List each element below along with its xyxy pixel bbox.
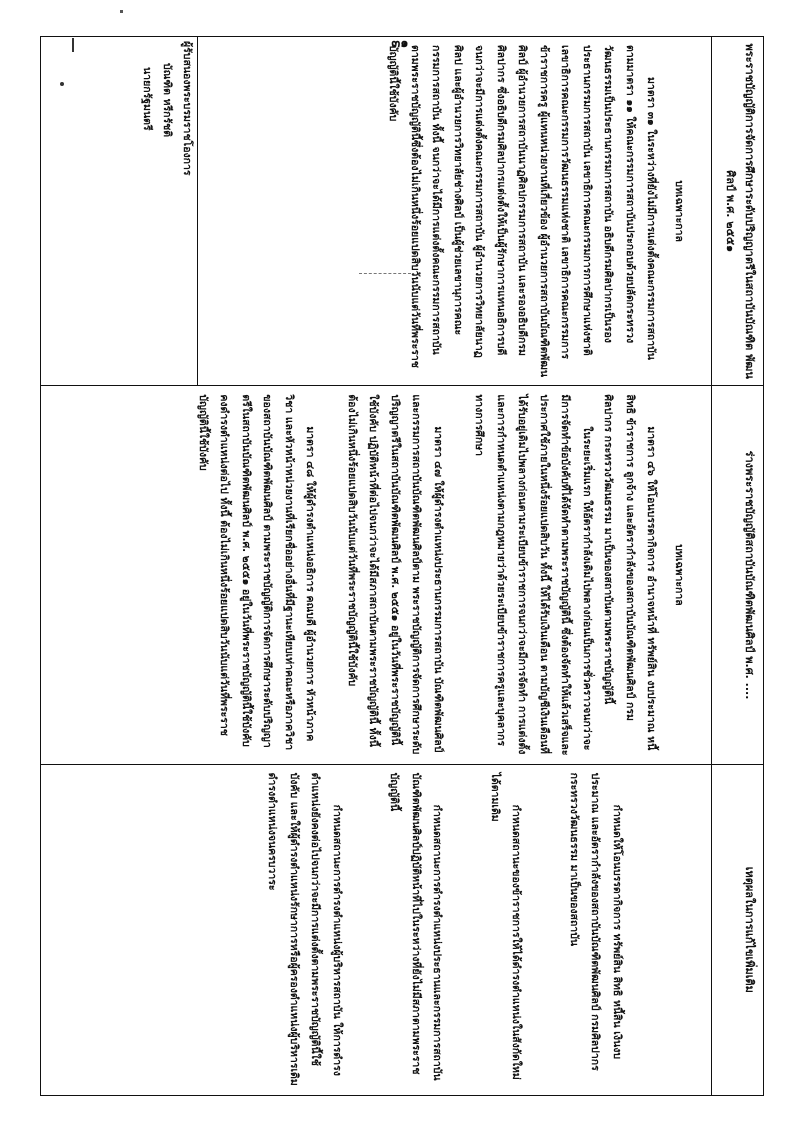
section-31-text: มาตรา ๓๑ ในระหว่างที่ยังไม่มีการแต่งตั้งคณะกรรมการสถาบันตามมาตรา ๑๑ ให้คณะกรรมการสถาบันประกอบด้วยปลัดกระทรวงวัฒนธรรมเป็นประธานกรรมการสถาบัน อธิบดีกรมศิลปากรเป็นรองประธานกรรมการสถาบัน เลขาธิการคณะกรรมการการศึกษาแห่งชาติ เลขาธิการคณะกรรมการวัฒนธรรมแห่งชาติ เลขาธิการคณะกรรมการข้าราชการครู ผู้แทนหน่วยงานที่เกี่ยวข้อง ผู้อำนวยการสถาบันบัณฑิตพัฒนศิลป์ ผู้อำนวยการสถาบันนาฏศิลปกรรมการสถาบัน และรองอธิบดีกรมศิลปากร ซึ่งอธิบดีกรมศิลปากรแต่งตั้งให้เป็นผู้รักษาการแทนอธิการบดีจนกว่าจะมีการแต่งตั้งคณะกรรมการสถาบัน ผู้อำนวยการวิทยาลัยนาฏศิลป และผู้อำนวยการวิทยาลัยช่างศิลป์ เป็นผู้ช่วยเลขานุการคณะกรรมการสถาบัน ทั้งนี้ จนกว่าจะได้มีการแต่งตั้งคณะกรรมการสถาบันตามพระราชบัญญัตินี้ซึ่งต้องไม่เกินหนึ่งร้อยแปดสิบวันนับแต่วันที่พระราชบัญญัตินี้ใช้บังคับ [387,45,658,378]
section-46-text: มาตรา ๔๖ ให้โอนบรรดากิจการ อำนาจหน้าที่ ทรัพย์สิน งบประมาณ หนี้ สิทธิ ข้าราชการ ลูกจ้าง และอัตรากำลังของสถาบันบัณฑิตพัฒนศิลป์ กรมศิลปากร กระทรวงวัฒนธรรม มาเป็นของสถาบันตามพระราชบัญญัตินี้ [602,394,658,751]
section-47-text: มาตรา ๔๗ ให้ผู้ดำรงตำแหน่งประธานกรรมการสถาบัน บัณฑิตพัฒนศิลป์และกรรมการสถาบันบัณฑิตพัฒนศิลป์ตาม พระราชบัญญัติการจัดการศึกษาระดับปริญญาตรีในสถาบันบัณฑิตพัฒนศิลป์ พ.ศ. ๒๕๕๑ อยู่ในวันที่พระราชบัญญัตินี้ใช้บังคับ ปฏิบัติหน้าที่ต่อไปจนกว่าจะได้มีสภาสถาบันตามพระราชบัญญัตินี้ ทั้งนี้ ต้องไม่เกินหนึ่งร้อยแปดสิบวันนับแต่วันที่พระราชบัญญัตินี้ใช้บังคับ [346,394,444,755]
comparison-table [40,36,764,1096]
section-48-text: มาตรา ๔๘ ให้ผู้ดำรงตำแหน่งอธิการ คณบดี ผู้อำนวยการ หัวหน้าภาควิชา และหัวหน้าหน่วยงานที่เรียกชื่ออย่างอื่นที่มีฐานะเทียบเท่าคณะหรือภาควิชาของสถาบันบัณฑิตพัฒนศิลป์ ตามพระราชบัญญัติการจัดการศึกษาระดับปริญญาตรีในสถาบันบัณฑิตพัฒนศิลป์ พ.ศ. ๒๕๕๑ อยู่ในวันที่พระราชบัญญัตินี้ใช้บังคับ คงดำรงตำแหน่งต่อไป ทั้งนี้ ต้องไม่เกินหนึ่งร้อยแปดสิบวันนับแต่วันที่พระราชบัญญัตินี้ใช้บังคับ [197,394,317,751]
reason-1: กำหนดให้โอนบรรดากิจการ ทรัพย์สิน สิทธิ หนี้สิน เงินงบประมาณ และอัตรากำลังของสถาบันบัณฑิตพัฒนศิลป์ กรมศิลปากร กระทรวงวัฒนธรรม มาเป็นของสถาบัน [568,772,623,1071]
column-header-reasons: เหตุผลในการแก้ไขเพิ่มเติม [711,765,763,1095]
signature-label: ผู้รับสนองพระบรมราชโองการ [181,41,193,176]
scan-artifact [60,82,64,86]
column-body-draft-act [41,386,711,763]
column-body-current-act [41,37,711,385]
section-title [668,394,690,755]
section-title-text: บทเฉพาะกาล [673,180,685,242]
reason-4: กำหนดสถานะการดำรงตำแหน่งผู้บริหารสถาบัน ให้การดำรงตำแหน่งยังคงต่อไปจนกว่าจะมีการแต่งตั้งตามพระราชบัญญัตินี้ใช้บังคับ และให้ผู้ดำรงตำแหน่งรักษาการหรือผู้ครองตำแหน่งผู้บริหารเดิมดำรงตำแหน่งจนครบวาระ [266,772,343,1086]
signature-block [137,37,198,385]
column-header-current-act: พระราชบัญญัติการจัดการศึกษาระดับปริญญาตรีในสถาบันบัณฑิต พัฒนศิลป์ พ.ศ. ๒๕๕๑ [711,37,763,385]
column-header-draft-act: ร่างพระราชบัญญัติสถาบันบัณฑิตพัฒนศิลป์ พ.ศ. .... [711,386,763,763]
reason-3: กำหนดสถานะการดำรงตำแหน่งประธานและกรรมการสถาบันบัณฑิตพัฒนศิลป์ปฏิบัติหน้าที่ไปในระหว่างที่ยังไม่มีสภาตามพระราชบัญญัตินี้ [388,772,444,1081]
reason-2: กำหนดสถานะของข้าราชการให้ได้ดำรงตำแหน่งในสังกัดใหม่ได้ตามเดิม [489,772,523,1080]
section-title [668,45,690,377]
column-reasons [41,764,763,1095]
section-46-para-2: ในระยะเริ่มแรก ให้อัตรากำลังเดิมไปพลางก่อนเป็นการชั่วคราวจนกว่าจะมีการจัดทำข้อบังคับที่ได้จัดทำตามพระราชบัญญัตินี้ ซึ่งต้องจัดทำให้แล้วเสร็จและประกาศใช้ภายในหนึ่งร้อยแปดสิบวัน ทั้งนี้ ให้ได้รับเงินเดือน ตามบัญชีเงินเดือนที่ได้รับอยู่เดิมไปพลางก่อนตามระเบียบข้าราชการจนกว่าจะมีการจัดทำ การแต่งตั้งและการกำหนดตำแหน่งตามกฎหมายว่าด้วยระเบียบข้าราชการครูและบุคลากรทางการศึกษา [473,394,593,756]
section-title-text: บทเฉพาะกาล [673,544,685,606]
scan-artifact [120,10,123,13]
column-draft-act [41,385,763,763]
margin-mark [359,273,411,274]
page-number: ๓๑ [391,36,409,51]
signature-name: บัณฑิต หรีกรัชติ [161,63,173,138]
scan-artifact [72,38,74,52]
column-current-act [41,37,763,385]
signature-role: นายกรัฐมนตรี [141,67,153,131]
column-body-reasons [41,765,711,1095]
